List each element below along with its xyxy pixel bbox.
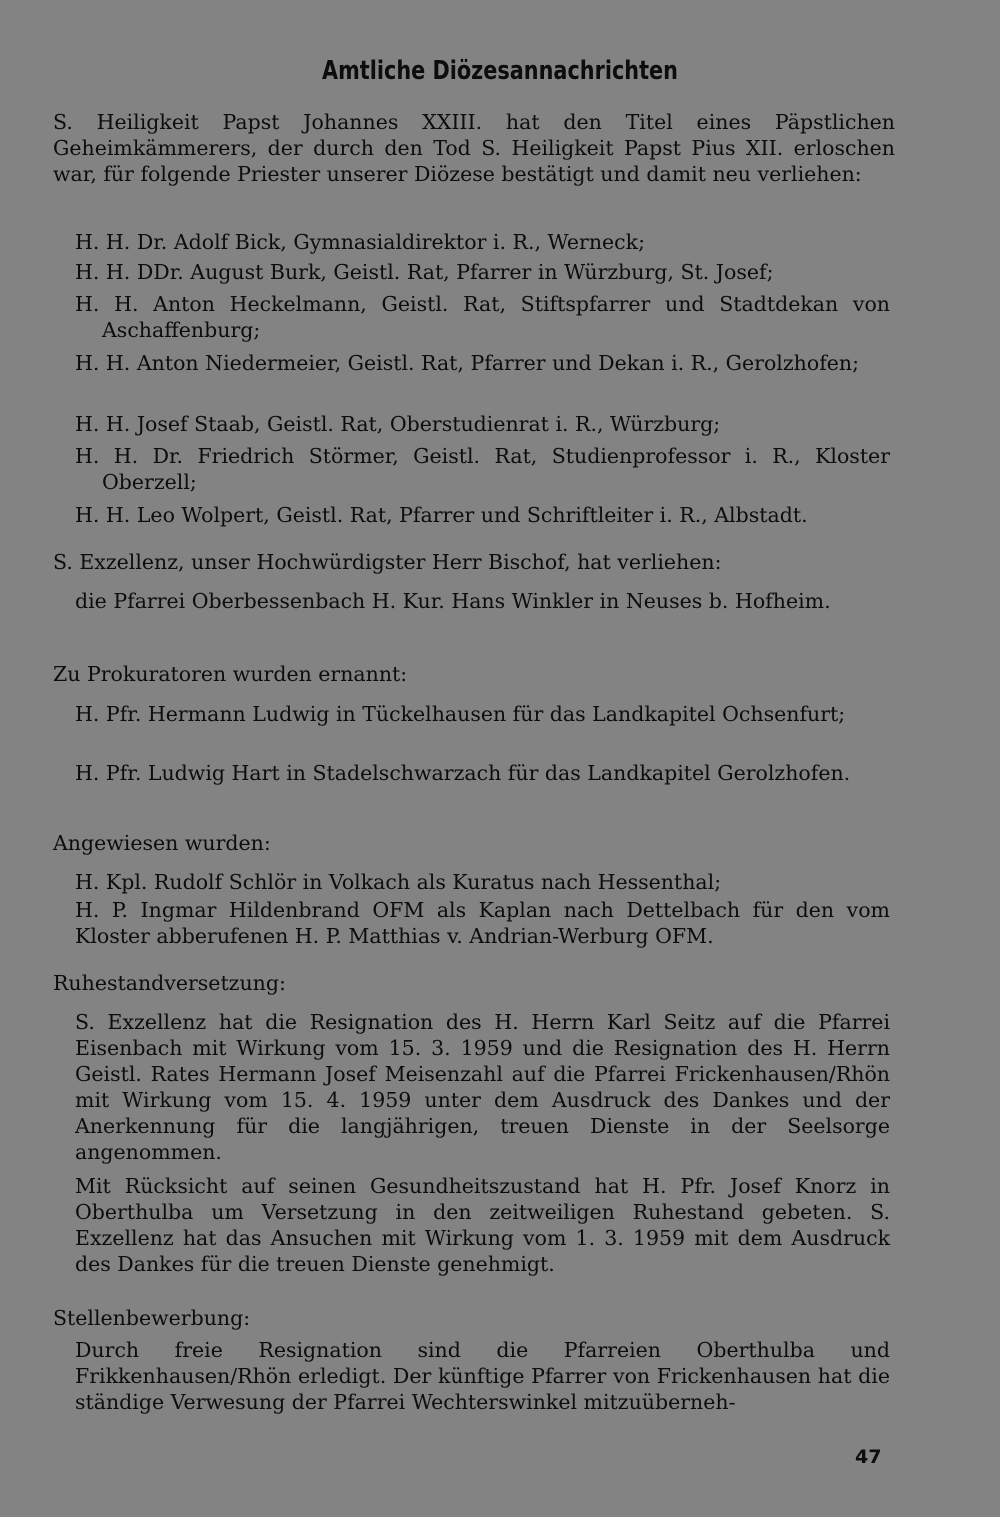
list-item-heckelmann: H. H. Anton Heckelmann, Geistl. Rat, Stiftspfarrer und Stadtdekan von Aschaffenburg; (75, 292, 890, 342)
list-item-burk: H. H. DDr. August Burk, Geistl. Rat, Pfarrer in Würzburg, St. Josef; (75, 260, 774, 284)
list-item-schloer: H. Kpl. Rudolf Schlör in Volkach als Kuratus nach Hessenthal; (75, 870, 722, 894)
paragraph-seitz: S. Exzellenz hat die Resignation des H. Herrn Karl Seitz auf die Pfarrei Eisenbach mit Wirkung vom 15. 3. 1959 und die Resignation des H. Herrn Geistl. Rates Hermann Josef Meisenzahl auf die Pfarrei Frickenhausen/Rhön mit Wirkung vom 15. 4. 1959 unter dem Ausdruck des Dankes und der Anerkennung für die langjährigen, treuen Dienste in der Seelsorge angenommen. (75, 1010, 890, 1164)
list-item-hildenbrand: H. P. Ingmar Hildenbrand OFM als Kaplan nach Dettelbach für den vom Kloster abberufenen H. P. Matthias v. Andrian-Werburg OFM. (75, 898, 890, 948)
paragraph-bischof: S. Exzellenz, unser Hochwürdigster Herr Bischof, hat verliehen: (53, 550, 722, 574)
heading-prokuratoren: Zu Prokuratoren wurden ernannt: (53, 662, 408, 686)
heading-stellenbewerbung: Stellenbewerbung: (53, 1306, 251, 1330)
page-number: 47 (855, 1446, 882, 1468)
list-item-wolpert: H. H. Leo Wolpert, Geistl. Rat, Pfarrer und Schriftleiter i. R., Albstadt. (75, 503, 808, 527)
list-item-bick: H. H. Dr. Adolf Bick, Gymnasialdirektor i. R., Werneck; (75, 230, 645, 254)
heading-angewiesen: Angewiesen wurden: (53, 831, 271, 855)
list-item-staab: H. H. Josef Staab, Geistl. Rat, Oberstudienrat i. R., Würzburg; (75, 412, 721, 436)
paragraph-stellenbewerbung: Durch freie Resignation sind die Pfarreien Oberthulba und Frikkenhausen/Rhön erledigt. Der künftige Pfarrer von Frickenhausen hat die ständige Verwesung der Pfarrei Wechterswinkel mitzuüberneh- (75, 1338, 890, 1414)
list-item-winkler: die Pfarrei Oberbessenbach H. Kur. Hans Winkler in Neuses b. Hofheim. (75, 589, 831, 613)
heading-ruhestand: Ruhestandversetzung: (53, 971, 286, 995)
list-item-hart: H. Pfr. Ludwig Hart in Stadelschwarzach für das Landkapitel Gerolzhofen. (75, 761, 851, 785)
paragraph-intro: S. Heiligkeit Papst Johannes XXIII. hat den Titel eines Päpstlichen Geheimkämmerers, der durch den Tod S. Heiligkeit Papst Pius XII. erloschen war, für folgende Priester unserer Diözese bestätigt und damit neu verliehen: (53, 110, 895, 186)
list-item-stoermer: H. H. Dr. Friedrich Störmer, Geistl. Rat, Studienprofessor i. R., Kloster Oberzell; (75, 444, 890, 494)
list-item-ludwig: H. Pfr. Hermann Ludwig in Tückelhausen für das Landkapitel Ochsenfurt; (75, 702, 846, 726)
paragraph-knorz: Mit Rücksicht auf seinen Gesundheitszustand hat H. Pfr. Josef Knorz in Oberthulba um Versetzung in den zeitweiligen Ruhestand gebeten. S. Exzellenz hat das Ansuchen mit Wirkung vom 1. 3. 1959 mit dem Ausdruck des Dankes für die treuen Dienste genehmigt. (75, 1174, 890, 1276)
page-title: Amtliche Diözesannachrichten (322, 56, 678, 86)
list-item-niedermeier: H. H. Anton Niedermeier, Geistl. Rat, Pfarrer und Dekan i. R., Gerolzhofen; (75, 351, 860, 375)
